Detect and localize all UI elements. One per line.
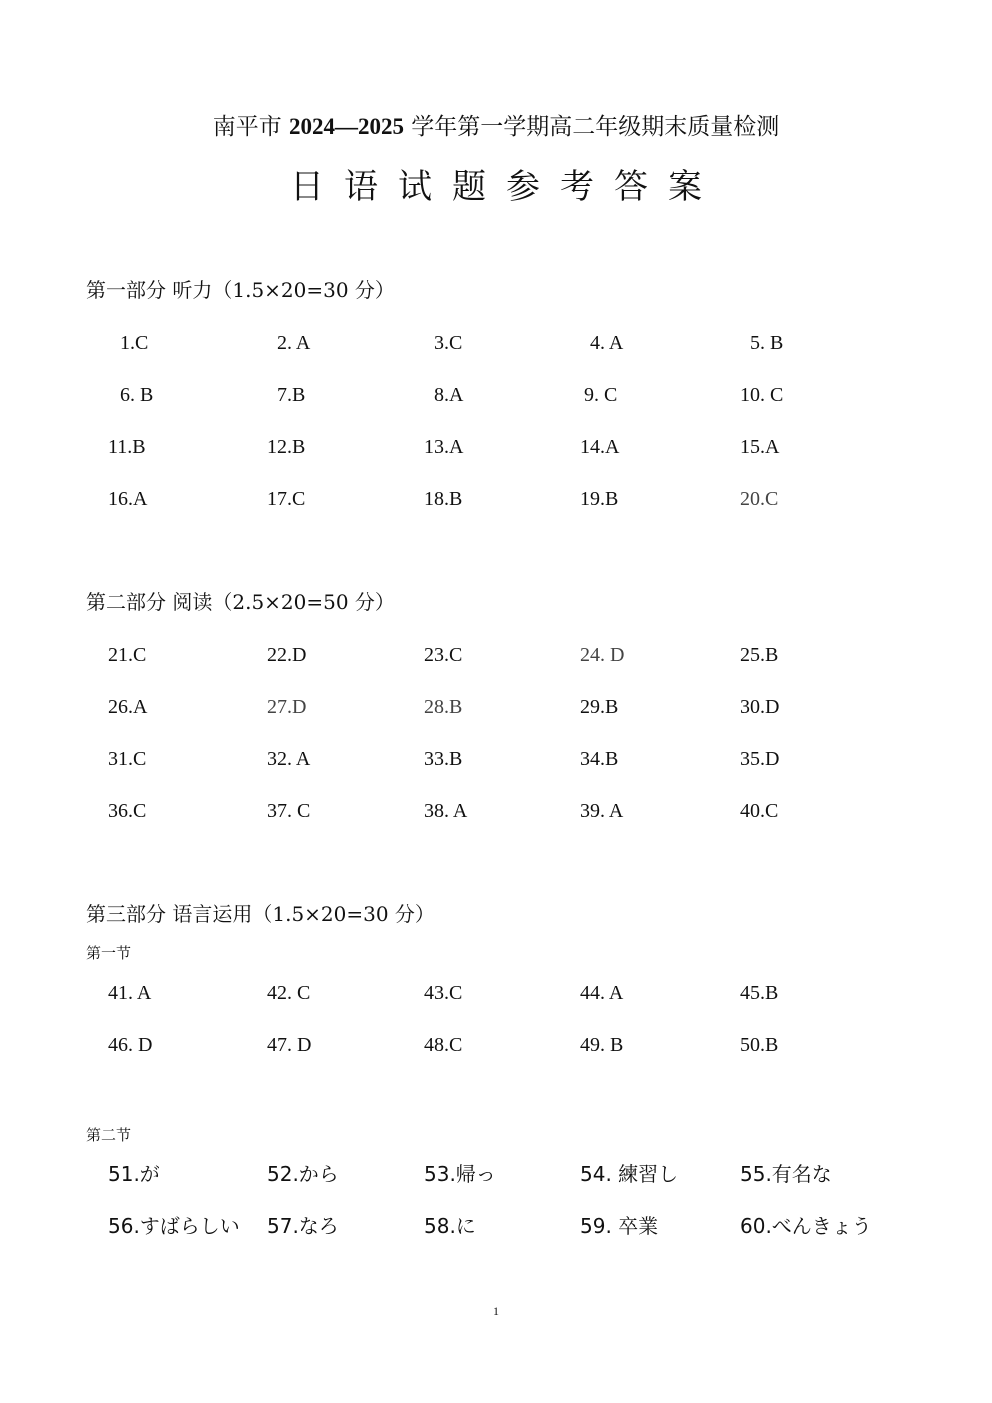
answer-cell: 60.べんきょう (740, 1214, 872, 1238)
answer-cell: 7.B (277, 384, 306, 406)
answer-row (0, 486, 992, 538)
answer-cell: 43.C (424, 982, 463, 1004)
answer-cell: 1.C (120, 332, 149, 354)
answer-cell: 17.C (267, 488, 306, 510)
answer-cell: 49. B (580, 1034, 624, 1056)
answer-cell: 42. C (267, 982, 311, 1004)
answer-cell: 51.が (108, 1162, 160, 1186)
answer-cell: 47. D (267, 1034, 312, 1056)
answer-cell: 9. C (584, 384, 618, 406)
answer-cell: 33.B (424, 748, 463, 770)
answer-cell: 31.C (108, 748, 147, 770)
answer-cell: 3.C (434, 332, 463, 354)
answer-cell: 24. D (580, 644, 625, 666)
answer-cell: 36.C (108, 800, 147, 822)
answer-row (0, 694, 992, 746)
answer-cell: 45.B (740, 982, 779, 1004)
answer-cell: 40.C (740, 800, 779, 822)
answer-cell: 44. A (580, 982, 624, 1004)
answer-cell: 54. 練習し (580, 1162, 679, 1186)
answer-cell: 12.B (267, 436, 306, 458)
part2-answer-grid (0, 642, 992, 850)
title-suffix: 学年第一学期高二年级期末质量检测 (404, 114, 780, 140)
answer-cell: 14.A (580, 436, 620, 458)
answer-cell: 23.C (424, 644, 463, 666)
answer-cell: 26.A (108, 696, 148, 718)
answer-row (0, 330, 992, 382)
answer-row (0, 1213, 992, 1265)
answer-cell: 21.C (108, 644, 147, 666)
answer-cell: 4. A (590, 332, 624, 354)
answer-row (0, 1161, 992, 1213)
answer-cell: 22.D (267, 644, 307, 666)
answer-cell: 20.C (740, 488, 779, 510)
answer-cell: 6. B (120, 384, 154, 406)
answer-row (0, 980, 992, 1032)
answer-cell: 55.有名な (740, 1162, 832, 1186)
section2-label: 第二节 (86, 1126, 132, 1144)
answer-cell: 28.B (424, 696, 463, 718)
answer-cell: 29.B (580, 696, 619, 718)
answer-cell: 13.A (424, 436, 464, 458)
answer-cell: 8.A (434, 384, 464, 406)
answer-cell: 11.B (108, 436, 146, 458)
part1-answer-grid (0, 330, 992, 538)
answer-cell: 30.D (740, 696, 780, 718)
answer-cell: 53.帰っ (424, 1162, 496, 1186)
answer-cell: 38. A (424, 800, 468, 822)
answer-row (0, 1032, 992, 1084)
part2-heading: 第二部分 阅读（2.5×20=50 分） (86, 590, 395, 614)
answer-row (0, 434, 992, 486)
answer-cell: 58.に (424, 1214, 476, 1238)
answer-cell: 59. 卒業 (580, 1214, 659, 1238)
answer-cell: 56.すばらしい (108, 1214, 240, 1238)
answer-cell: 32. A (267, 748, 311, 770)
section2-answer-grid (0, 1161, 992, 1265)
section1-label: 第一节 (86, 944, 132, 962)
answer-cell: 19.B (580, 488, 619, 510)
answer-cell: 25.B (740, 644, 779, 666)
answer-cell: 41. A (108, 982, 152, 1004)
part1-heading: 第一部分 听力（1.5×20=30 分） (86, 278, 395, 302)
answer-cell: 34.B (580, 748, 619, 770)
section1-answer-grid (0, 980, 992, 1084)
answer-cell: 5. B (750, 332, 784, 354)
answer-cell: 52.から (267, 1162, 339, 1186)
answer-cell: 37. C (267, 800, 311, 822)
answer-row (0, 382, 992, 434)
answer-cell: 2. A (277, 332, 311, 354)
document-title (0, 112, 992, 142)
title-prefix: 南平市 (212, 114, 289, 140)
answer-cell: 50.B (740, 1034, 779, 1056)
answer-cell: 46. D (108, 1034, 153, 1056)
answer-row (0, 642, 992, 694)
part3-heading: 第三部分 语言运用（1.5×20=30 分） (86, 902, 435, 926)
title-years: 2024—2025 (289, 114, 404, 139)
document-subtitle: 日语试题参考答案 (290, 167, 722, 207)
answer-cell: 16.A (108, 488, 148, 510)
answer-cell: 15.A (740, 436, 780, 458)
answer-cell: 10. C (740, 384, 784, 406)
answer-cell: 18.B (424, 488, 463, 510)
answer-cell: 48.C (424, 1034, 463, 1056)
answer-row (0, 746, 992, 798)
page-number: 1 (493, 1304, 499, 1318)
answer-cell: 39. A (580, 800, 624, 822)
answer-cell: 57.なろ (267, 1214, 339, 1238)
answer-cell: 27.D (267, 696, 307, 718)
answer-row (0, 798, 992, 850)
answer-cell: 35.D (740, 748, 780, 770)
